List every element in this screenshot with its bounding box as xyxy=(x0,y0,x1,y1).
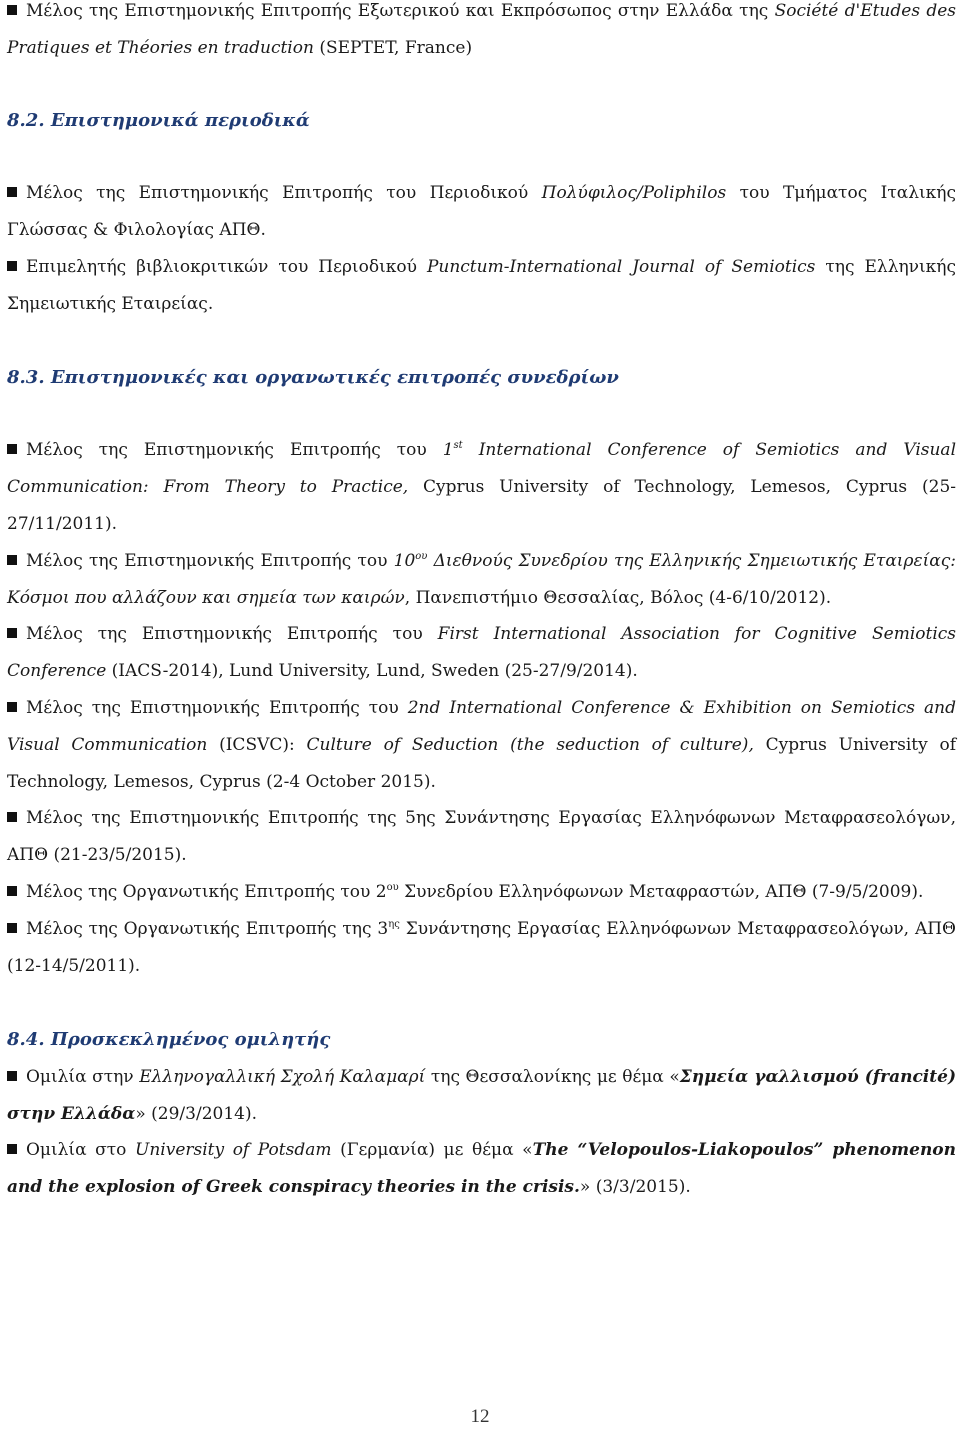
item-text: Ομιλία στην Ελληνογαλλική Σχολή Καλαμαρί της Θεσσαλονίκης με θέμα «Σημεία γαλλισμού (francité) στην Ελλάδα» (29/3/2014). xyxy=(7,1067,956,1124)
list-item xyxy=(7,1132,956,1206)
item-text: Μέλος της Επιστημονικής Επιτροπής του $10^{o\upsilon}$ Διεθνούς Συνεδρίου της Ελληνικής Σημειωτικής Εταιρείας: Κόσμοι που αλλάζουν και σημεία των καιρών, Πανεπιστήμιο Θεσσαλίας, Βόλος (4-6/10/2012). xyxy=(7,551,956,608)
section-heading: 8.2. Επιστημονικά περιοδικά xyxy=(7,110,310,131)
square-bullet-icon xyxy=(7,261,17,271)
list-item xyxy=(7,432,956,543)
list-item xyxy=(7,874,956,911)
square-bullet-icon xyxy=(7,702,17,712)
list-item xyxy=(7,0,956,67)
list-item xyxy=(7,543,956,617)
item-text: Μέλος της Επιστημονικής Επιτροπής του 2nd International Conference & Exhibition on Semiotics and Visual Communication (ICSVC): Culture of Seduction (the seduction of culture), Cyprus University of Technology, Lemesos, Cyprus (2-4 October 2015). xyxy=(7,698,956,792)
item-text: Μέλος της Επιστημονικής Επιτροπής Εξωτερικού και Εκπρόσωπος στην Ελλάδα της Société d'Etudes des Pratiques et Théories en traduction (SEPTET, France) xyxy=(7,1,956,58)
item-text: Επιμελητής βιβλιοκριτικών του Περιοδικού Punctum-International Journal of Semiotics της Ελληνικής Σημειωτικής Εταιρείας. xyxy=(7,257,956,314)
item-text: Μέλος της Οργανωτικής Επιτροπής του $2^{o\upsilon}$ Συνεδρίου Ελληνόφωνων Μεταφραστών, ΑΠΘ (7-9/5/2009). xyxy=(26,882,924,902)
section-heading: 8.4. Προσκεκλημένος ομιλητής xyxy=(7,1029,331,1050)
square-bullet-icon xyxy=(7,555,17,565)
list-item xyxy=(7,690,956,801)
list-item xyxy=(7,175,956,249)
square-bullet-icon xyxy=(7,923,17,933)
item-text: Μέλος της Οργανωτικής Επιτροπής της $3^{\eta\varsigma}$ Συνάντησης Εργασίας Ελληνόφωνων Μεταφρασεολόγων, ΑΠΘ (12-14/5/2011). xyxy=(7,919,956,976)
list-item xyxy=(7,800,956,874)
square-bullet-icon xyxy=(7,444,17,454)
list-item xyxy=(7,1059,956,1133)
section-heading: 8.3. Επιστημονικές και οργανωτικές επιτροπές συνεδρίων xyxy=(7,367,619,388)
item-text: Μέλος της Επιστημονικής Επιτροπής του First International Association for Cognitive Semiotics Conference (IACS-2014), Lund University, Lund, Sweden (25-27/9/2014). xyxy=(7,624,957,681)
item-text: Μέλος της Επιστημονικής Επιτροπής του Περιοδικού Πολύφιλος/Poliphilos του Τμήματος Ιταλικής Γλώσσας & Φιλολογίας ΑΠΘ. xyxy=(7,183,956,240)
item-text: Ομιλία στο University of Potsdam (Γερμανία) με θέμα «The “Velopoulos-Liakopoulos” phenomenon and the explosion of Greek conspiracy theories in the crisis.» (3/3/2015). xyxy=(7,1140,956,1197)
square-bullet-icon xyxy=(7,886,17,896)
square-bullet-icon xyxy=(7,187,17,197)
list-item xyxy=(7,249,956,323)
square-bullet-icon xyxy=(7,1144,17,1154)
square-bullet-icon xyxy=(7,812,17,822)
item-text: Μέλος της Επιστημονικής Επιτροπής της 5ης Συνάντησης Εργασίας Ελληνόφωνων Μεταφρασεολόγων, ΑΠΘ (21-23/5/2015). xyxy=(7,808,956,865)
item-text: Μέλος της Επιστημονικής Επιτροπής του 1st International Conference of Semiotics and Visual Communication: From Theory to Practice, Cyprus University of Technology, Lemesos, Cyprus (25-27/11/2011). xyxy=(7,440,957,534)
list-item xyxy=(7,616,956,690)
list-item xyxy=(7,911,956,985)
square-bullet-icon xyxy=(7,1071,17,1081)
square-bullet-icon xyxy=(7,5,17,15)
square-bullet-icon xyxy=(7,628,17,638)
page-number: 12 xyxy=(470,1406,490,1427)
